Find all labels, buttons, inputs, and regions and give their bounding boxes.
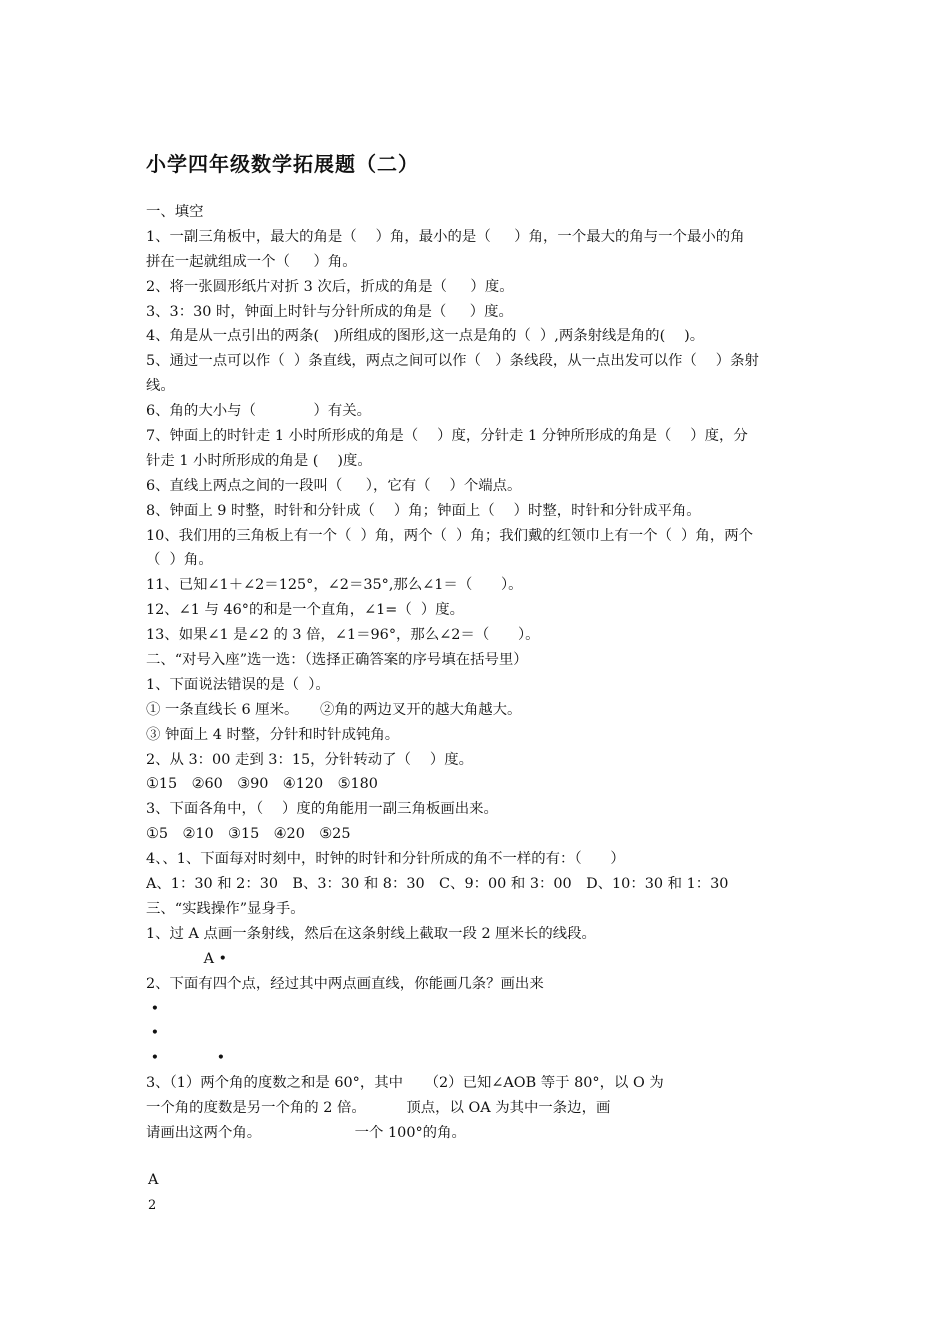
text-line: 三、“实践操作”显身手。 (146, 900, 305, 917)
text-line: • (146, 1000, 160, 1017)
text-line: 6、直线上两点之间的一段叫（ ），它有（ ）个端点。 (146, 477, 522, 494)
text-line: 线。 (146, 378, 175, 395)
text-line: 10、我们用的三角板上有一个（ ）角，两个（ ）角；我们戴的红领巾上有一个（ ）角，两个 (146, 527, 753, 544)
text-line: 1、下面说法错误的是（ ）。 (146, 676, 330, 693)
text-line: 7、钟面上的时针走 1 小时所形成的角是（ ）度，分针走 1 分钟所形成的角是（ ）度，分 (146, 428, 748, 445)
text-line: 6、角的大小与（ ）有关。 (146, 403, 372, 420)
text-line: ① 一条直线长 6 厘米。 ②角的两边叉开的越大角越大。 (146, 701, 522, 718)
text-line: 11、已知∠1＋∠2＝125°，∠2＝35°,那么∠1＝（ ）。 (146, 577, 523, 594)
text-line: 3、3：30 时，钟面上时针与分针所成的角是（ ）度。 (146, 303, 513, 320)
text-line: • (146, 1025, 160, 1042)
text-line: A、1：30 和 2：30 B、3：30 和 8：30 C、9：00 和 3：00 D、10：30 和 1：30 (146, 876, 729, 893)
text-line: 针走 1 小时所形成的角是 ( )度。 (146, 452, 372, 469)
text-line: 4、、1、下面每对时刻中，时钟的时针和分针所成的角不一样的有：（ ） (146, 851, 625, 868)
document-body (146, 200, 826, 1146)
text-line: 5、通过一点可以作（ ）条直线，两点之间可以作（ ）条线段，从一点出发可以作（ ）条射 (146, 353, 759, 370)
text-line: 1、一副三角板中，最大的角是（ ）角，最小的是（ ）角，一个最大的角与一个最小的角 (146, 228, 745, 245)
text-line: 一个角的度数是另一个角的 2 倍。 顶点，以 OA 为其中一条边，画 (146, 1100, 611, 1117)
text-line: 拼在一起就组成一个（ ）角。 (146, 253, 357, 270)
point-label-a: A (148, 1172, 159, 1188)
text-line: 13、如果∠1 是∠2 的 3 倍，∠1＝96°，那么∠2＝（ ）。 (146, 627, 540, 644)
page-title: 小学四年级数学拓展题（二） (146, 152, 419, 176)
text-line: 1、过 A 点画一条射线，然后在这条射线上截取一段 2 厘米长的线段。 (146, 925, 596, 942)
text-line: ③ 钟面上 4 时整，分针和时针成钝角。 (146, 726, 400, 743)
text-line: 8、钟面上 9 时整，时针和分针成（ ）角；钟面上（ ）时整，时针和分针成平角。 (146, 502, 701, 519)
text-line: 12、∠1 与 46°的和是一个直角，∠1=（ ）度。 (146, 602, 465, 619)
text-line: A • (146, 950, 228, 967)
text-line: 一、填空 (146, 204, 204, 220)
text-line: ①5 ②10 ③15 ④20 ⑤25 (146, 826, 351, 843)
text-line: 3、下面各角中，（ ）度的角能用一副三角板画出来。 (146, 801, 498, 818)
text-line: • • (146, 1050, 226, 1067)
text-line: 2、下面有四个点，经过其中两点画直线，你能画几条？画出来 (146, 975, 544, 992)
text-line: 二、“对号入座”选一选：（选择正确答案的序号填在括号里） (146, 652, 528, 669)
text-line: ①15 ②60 ③90 ④120 ⑤180 (146, 776, 378, 793)
text-line: 2、从 3：00 走到 3：15，分针转动了（ ）度。 (146, 751, 474, 768)
text-line: 4、角是从一点引出的两条( )所组成的图形,这一点是角的（ ）,两条射线是角的( )。 (146, 328, 705, 345)
text-line: （ ）角。 (146, 552, 213, 569)
text-line: 3、（1）两个角的度数之和是 60°，其中 （2）已知∠AOB 等于 80°，以 O 为 (146, 1075, 664, 1092)
text-line: 2、将一张圆形纸片对折 3 次后，折成的角是（ ）度。 (146, 278, 514, 295)
text-line: 请画出这两个角。 一个 100°的角。 (146, 1124, 466, 1141)
page-number: 2 (148, 1198, 157, 1213)
